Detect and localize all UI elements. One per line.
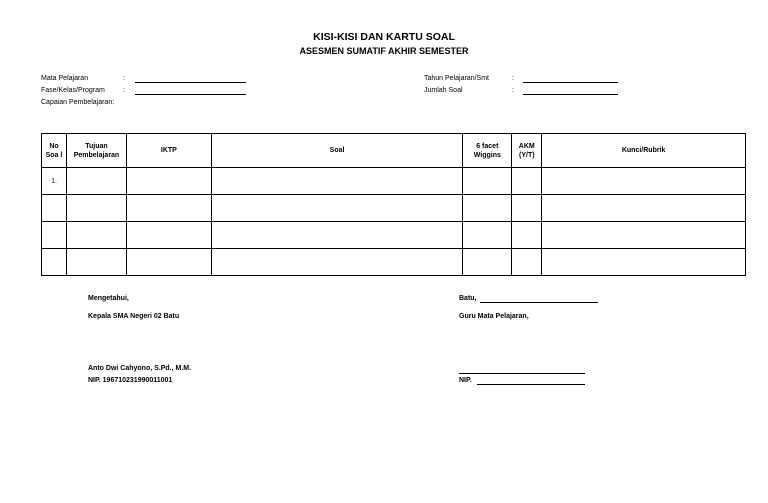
signature-place: Batu, (459, 295, 477, 302)
meta-label-capaian: Capaian Pembelajaran: (41, 99, 115, 106)
signature-nip-label: NIP. (459, 377, 472, 384)
table-cell[interactable] (463, 249, 512, 276)
table-cell[interactable] (463, 222, 512, 249)
table-cell[interactable] (512, 195, 542, 222)
table-cell[interactable] (512, 222, 542, 249)
signature-kepala-sekolah: Kepala SMA Negeri 02 Batu (88, 313, 180, 320)
meta-label-fase-kelas: Fase/Kelas/Program (41, 87, 105, 94)
meta-colon: : (123, 75, 125, 82)
meta-colon: : (512, 75, 514, 82)
table-cell[interactable] (211, 222, 463, 249)
col-header-soal: Soal (211, 134, 463, 168)
table-row (42, 249, 746, 276)
table-cell[interactable] (126, 249, 211, 276)
col-header-no-soal: No Soa l (42, 134, 67, 168)
signature-name: Anto Dwi Cahyono, S.Pd., M.M. (88, 365, 192, 372)
jumlah-soal-field[interactable] (523, 94, 618, 95)
kisi-kisi-table (41, 133, 746, 276)
meta-label-mata-pelajaran: Mata Pelajaran (41, 75, 89, 82)
place-date-field[interactable] (480, 302, 598, 303)
table-cell[interactable] (66, 195, 126, 222)
table-cell[interactable] (42, 222, 67, 249)
mata-pelajaran-field[interactable] (135, 82, 246, 83)
meta-label-jumlah-soal: Jumlah Soal (424, 87, 463, 94)
teacher-nip-field[interactable] (477, 384, 585, 385)
col-header-iktp: IKTP (126, 134, 211, 168)
table-cell[interactable] (463, 168, 512, 195)
table-cell[interactable] (211, 249, 463, 276)
table-cell[interactable] (512, 168, 542, 195)
col-header-kunci: Kunci/Rubrik (542, 134, 746, 168)
signature-nip: NIP. 196710231990011001 (88, 377, 173, 384)
table-cell[interactable]: 1. (42, 168, 67, 195)
table-cell[interactable] (42, 249, 67, 276)
table-cell[interactable] (542, 168, 746, 195)
table-cell[interactable] (542, 195, 746, 222)
signature-role: Guru Mata Pelajaran, (459, 313, 529, 320)
table-cell[interactable] (542, 249, 746, 276)
table-cell[interactable] (126, 222, 211, 249)
table-cell[interactable] (211, 195, 463, 222)
table-cell[interactable] (66, 222, 126, 249)
table-cell[interactable] (463, 195, 512, 222)
col-header-akm: AKM (Y/T) (512, 134, 542, 168)
table-cell[interactable] (126, 168, 211, 195)
page-title: KISI-KISI DAN KARTU SOAL (313, 31, 455, 43)
table-row (42, 195, 746, 222)
table-cell[interactable] (211, 168, 463, 195)
meta-colon: : (512, 87, 514, 94)
table-cell[interactable] (126, 195, 211, 222)
fase-kelas-field[interactable] (135, 94, 246, 95)
teacher-name-field[interactable] (459, 373, 585, 374)
table-header-row (42, 134, 746, 168)
page-subtitle: ASESMEN SUMATIF AKHIR SEMESTER (299, 46, 469, 56)
table-row (42, 222, 746, 249)
tahun-pelajaran-field[interactable] (523, 82, 618, 83)
table-row (42, 168, 746, 195)
table-cell[interactable] (512, 249, 542, 276)
meta-label-tahun-pelajaran: Tahun Pelajaran/Smt (424, 75, 489, 82)
table-cell[interactable] (66, 249, 126, 276)
signature-mengetahui: Mengetahui, (88, 295, 129, 302)
table-cell[interactable] (42, 195, 67, 222)
table-cell[interactable] (542, 222, 746, 249)
col-header-wiggins: 6 facet Wiggins (463, 134, 512, 168)
col-header-tujuan: Tujuan Pembelajaran (66, 134, 126, 168)
table-cell[interactable] (66, 168, 126, 195)
meta-colon: : (123, 87, 125, 94)
